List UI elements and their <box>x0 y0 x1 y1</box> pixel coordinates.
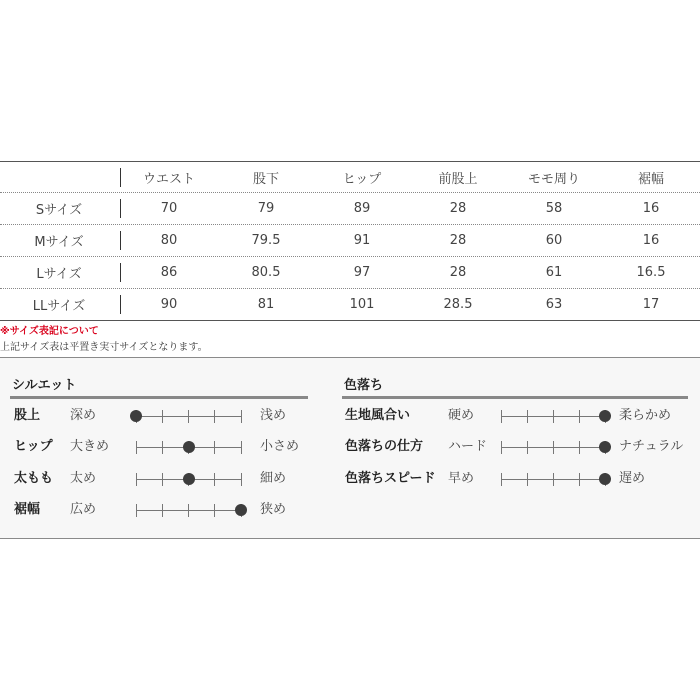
rating-dot <box>183 441 195 453</box>
rating-high-label: 柔らかめ <box>619 408 672 423</box>
silhouette-divider <box>10 396 308 399</box>
scale-tick <box>241 410 242 423</box>
scale-tick <box>527 410 528 423</box>
rating-scale <box>136 437 241 457</box>
rating-low-label: 深め <box>70 408 97 423</box>
scale-tick <box>553 473 554 486</box>
column-header: 前股上 <box>438 171 478 187</box>
fading-divider <box>342 396 688 399</box>
table-cell: 86 <box>160 265 178 280</box>
table-cell: 17 <box>642 297 660 312</box>
rating-label: 生地風合い <box>345 408 411 423</box>
size-label: Mサイズ <box>34 235 84 250</box>
size-note-title: ※サイズ表記について <box>0 326 99 337</box>
rating-high-label: 狭め <box>260 502 287 517</box>
scale-tick <box>162 410 163 423</box>
rating-label: 色落ちの仕方 <box>345 439 424 454</box>
rating-dot <box>599 410 611 422</box>
column-header: モモ周り <box>527 171 580 187</box>
rating-scale <box>501 469 605 489</box>
rating-low-label: 硬め <box>448 408 475 423</box>
rating-high-label: 細め <box>260 471 287 486</box>
rating-scale <box>501 437 605 457</box>
rating-row <box>14 437 314 457</box>
size-label: LLサイズ <box>32 299 86 314</box>
rating-scale <box>136 406 241 426</box>
table-cell: 58 <box>545 201 563 216</box>
table-cell: 79 <box>257 201 275 216</box>
scale-tick <box>501 473 502 486</box>
size-label: Lサイズ <box>36 267 82 282</box>
rating-dot <box>130 410 142 422</box>
rating-row <box>345 406 695 426</box>
rating-scale <box>136 469 241 489</box>
scale-tick <box>579 410 580 423</box>
rating-label: 太もも <box>14 471 54 486</box>
scale-tick <box>136 504 137 517</box>
rating-panel <box>0 357 700 539</box>
table-cell: 81 <box>257 297 275 312</box>
column-header: ヒップ <box>342 171 382 187</box>
table-row <box>0 224 700 256</box>
rating-label: 色落ちスピード <box>345 471 436 486</box>
scale-tick <box>214 441 215 454</box>
scale-tick <box>214 473 215 486</box>
rating-dot <box>183 473 195 485</box>
table-cell: 28.5 <box>443 297 473 312</box>
table-cell: 28 <box>449 201 467 216</box>
scale-tick <box>162 441 163 454</box>
silhouette-heading: シルエット <box>12 378 77 393</box>
rating-low-label: 大きめ <box>70 439 110 454</box>
table-cell: 63 <box>545 297 563 312</box>
column-header: 股下 <box>252 171 279 187</box>
table-cell: 89 <box>353 201 371 216</box>
rating-row <box>345 469 695 489</box>
table-cell: 80.5 <box>251 265 281 280</box>
scale-tick <box>527 473 528 486</box>
scale-tick <box>162 473 163 486</box>
table-cell: 90 <box>160 297 178 312</box>
size-note-body: 上記サイズ表は平置き実寸サイズとなります。 <box>0 342 208 353</box>
scale-tick <box>136 441 137 454</box>
rating-label: ヒップ <box>14 439 53 454</box>
table-row <box>0 192 700 224</box>
scale-tick <box>501 410 502 423</box>
rating-dot <box>599 441 611 453</box>
rating-dot <box>599 473 611 485</box>
table-cell: 80 <box>160 233 178 248</box>
rating-high-label: 遅め <box>619 471 646 486</box>
table-cell: 91 <box>353 233 371 248</box>
rating-high-label: 小さめ <box>260 439 300 454</box>
rating-scale <box>501 406 605 426</box>
rating-low-label: 早め <box>448 471 475 486</box>
table-cell: 61 <box>545 265 563 280</box>
table-row <box>0 288 700 320</box>
rating-row <box>345 437 695 457</box>
table-cell: 101 <box>349 297 375 312</box>
table-cell: 16 <box>642 233 660 248</box>
table-cell: 28 <box>449 265 467 280</box>
table-row <box>0 256 700 288</box>
rating-low-label: ハード <box>448 439 488 454</box>
rating-high-label: 浅め <box>260 408 287 423</box>
scale-tick <box>241 473 242 486</box>
scale-tick <box>162 504 163 517</box>
table-cell: 28 <box>449 233 467 248</box>
table-cell: 60 <box>545 233 563 248</box>
rating-label: 股上 <box>14 408 41 423</box>
rating-row <box>14 406 314 426</box>
table-cell: 70 <box>160 201 178 216</box>
scale-tick <box>527 441 528 454</box>
table-header-row <box>0 162 700 192</box>
rating-high-label: ナチュラル <box>619 439 684 454</box>
rating-low-label: 太め <box>70 471 97 486</box>
size-label: Sサイズ <box>35 203 83 218</box>
rating-low-label: 広め <box>70 502 97 517</box>
scale-tick <box>188 504 189 517</box>
scale-tick <box>214 410 215 423</box>
rating-scale <box>136 500 241 520</box>
scale-tick <box>501 441 502 454</box>
table-cell: 16.5 <box>636 265 666 280</box>
rating-label: 裾幅 <box>14 502 41 517</box>
table-cell: 16 <box>642 201 660 216</box>
table-cell: 97 <box>353 265 371 280</box>
column-header: ウエスト <box>142 171 195 187</box>
scale-tick <box>136 473 137 486</box>
rating-row <box>14 500 314 520</box>
table-cell: 79.5 <box>251 233 281 248</box>
scale-tick <box>553 410 554 423</box>
scale-tick <box>553 441 554 454</box>
rating-row <box>14 469 314 489</box>
rating-dot <box>235 504 247 516</box>
fading-heading: 色落ち <box>344 378 384 393</box>
scale-tick <box>188 410 189 423</box>
scale-tick <box>579 441 580 454</box>
column-header: 裾幅 <box>637 171 664 187</box>
size-table <box>0 161 700 321</box>
scale-tick <box>214 504 215 517</box>
scale-tick <box>241 441 242 454</box>
scale-tick <box>579 473 580 486</box>
